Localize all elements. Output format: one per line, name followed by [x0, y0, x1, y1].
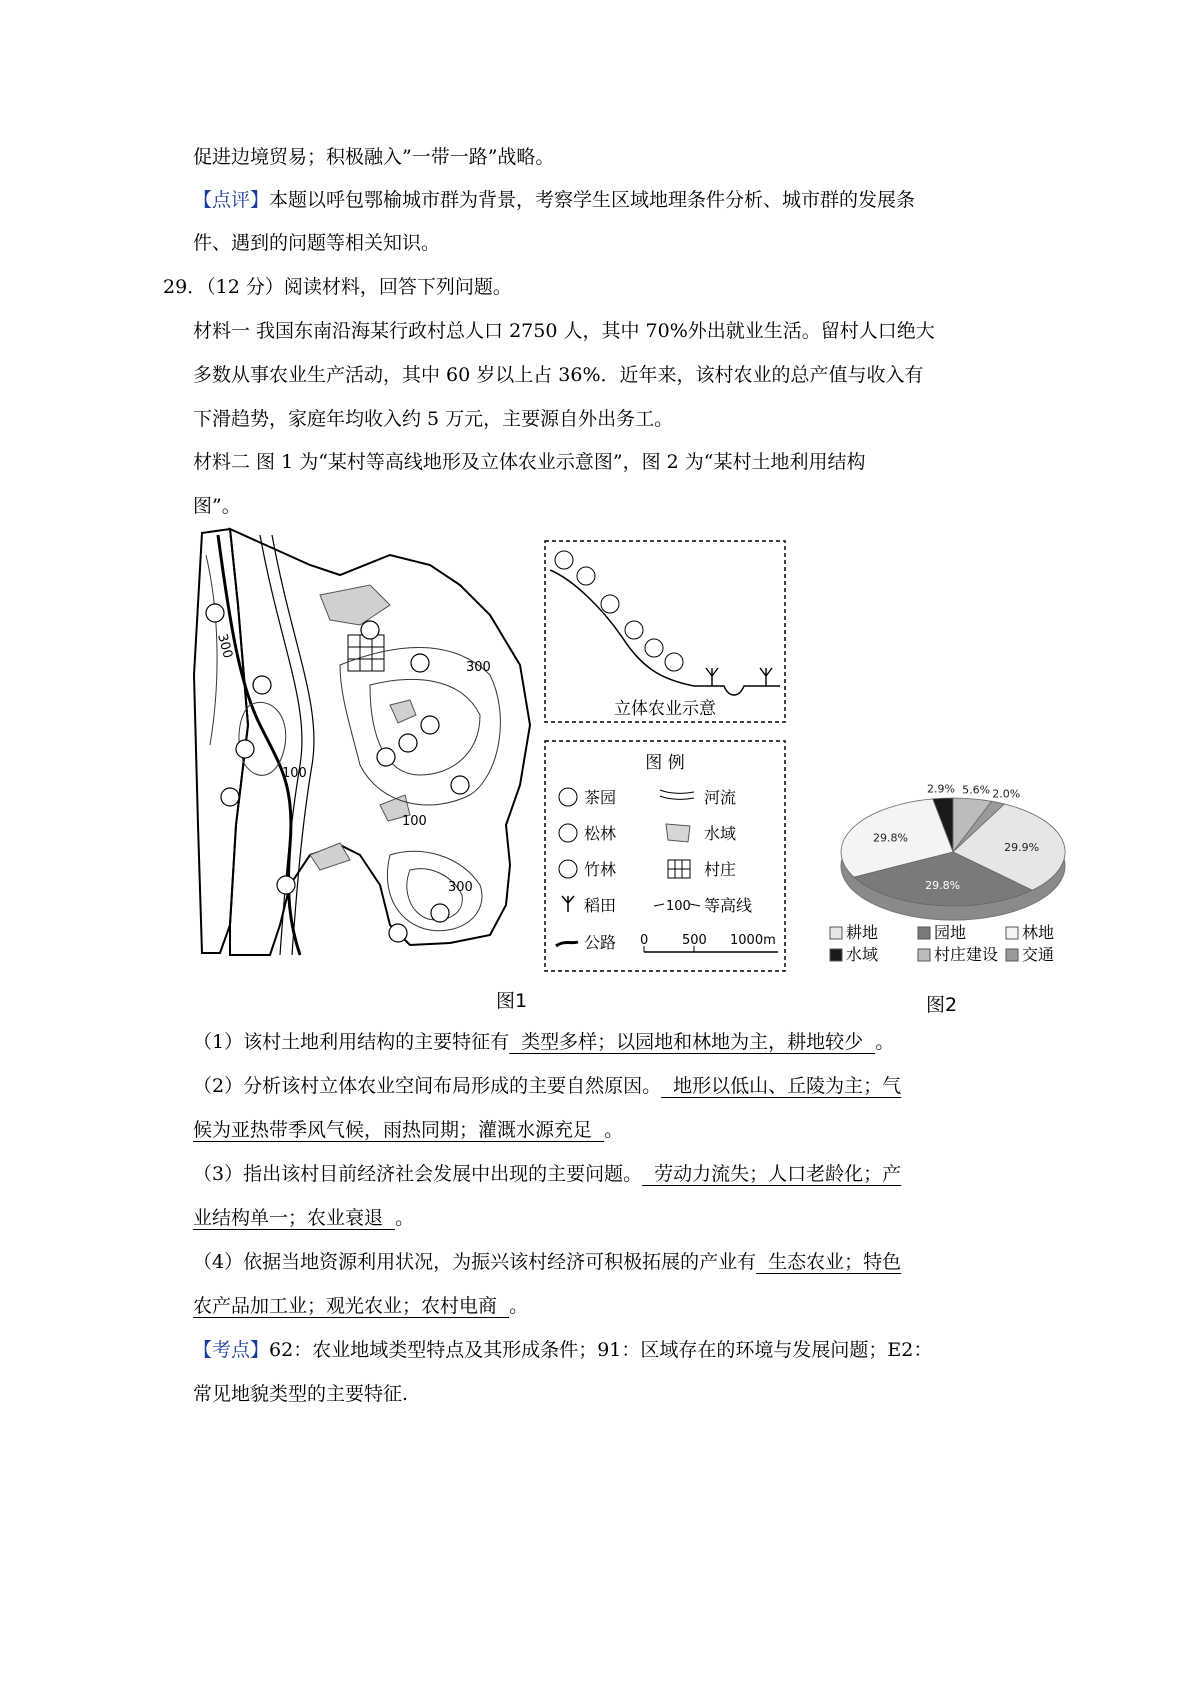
material1-line-2: 多数从事农业生产活动，其中 60 岁以上占 36%．近年来，该村农业的总产值与收入有	[193, 364, 924, 386]
tea-garden-icon	[421, 716, 439, 734]
tea-garden-icon	[377, 748, 395, 766]
answer-4-text-1: 生态农业；特色	[756, 1251, 902, 1273]
contour-label-4: 100	[402, 814, 427, 829]
water-area-2	[390, 700, 416, 723]
answer-3-prefix: （3）指出该村目前经济社会发展中出现的主要问题。	[193, 1163, 643, 1185]
water-area-icon	[666, 824, 690, 842]
pie-legend-label-园地: 园地	[934, 923, 967, 942]
kaodian-line-1	[193, 1341, 932, 1360]
pie-legend-swatch-园地	[918, 927, 930, 939]
legend-label-rice: 稻田	[584, 896, 617, 915]
map-symbols	[206, 604, 469, 942]
pie-legend-swatch-耕地	[830, 927, 842, 939]
tea-garden-icon	[221, 788, 239, 806]
answer-3-text-2: 业结构单一；农业衰退	[193, 1207, 396, 1229]
legend-label-village: 村庄	[704, 860, 737, 879]
tea-garden-icon	[559, 788, 577, 806]
bamboo-forest-icon	[361, 621, 379, 639]
scale-end: 1000m	[730, 933, 776, 948]
legend-label-contour: 等高线	[704, 896, 753, 915]
bamboo-forest-icon	[559, 860, 577, 878]
answer-4-line-1	[193, 1253, 901, 1272]
answer-3-suffix: 。	[395, 1207, 415, 1229]
comment-line-2: 件、遇到的问题等相关知识。	[193, 232, 441, 254]
bamboo-forest-icon	[399, 734, 417, 752]
answer-1	[193, 1033, 894, 1052]
legend-title: 图 例	[645, 753, 685, 773]
continued-answer-text: 促进边境贸易；积极融入”一带一路”战略。	[193, 146, 555, 168]
answer-2-line-2	[193, 1121, 623, 1140]
material1-line-1: 材料一 我国东南沿海某行政村总人口 2750 人，其中 70%外出就业生活。留村人口绝大	[193, 320, 935, 342]
legend-label-road: 公路	[584, 933, 617, 952]
tea-garden-icon	[645, 639, 663, 657]
answer-2-text-2: 候为亚热带季风气候，雨热同期；灌溉水源充足	[193, 1119, 605, 1141]
legend-label-pine: 松林	[584, 824, 617, 843]
pie-label-耕地: 29.9%	[1004, 840, 1040, 854]
kaodian-line-2: 常见地貌类型的主要特征.	[193, 1383, 409, 1405]
kaodian-text-1: 62：农业地域类型特点及其形成条件；91：区域存在的环境与发展问题；E2：	[269, 1339, 933, 1361]
tea-garden-icon	[206, 604, 224, 622]
answer-3-text-1: 劳动力流失；人口老龄化；产	[642, 1163, 902, 1185]
material2-line-1: 材料二 图 1 为“某村等高线地形及立体农业示意图”，图 2 为“某村土地利用结构	[193, 451, 866, 473]
contour-label-2: 300	[466, 660, 491, 675]
map-outline	[230, 529, 530, 955]
bamboo-forest-icon	[601, 595, 619, 613]
pine-forest-icon	[236, 740, 254, 758]
tea-garden-icon	[253, 676, 271, 694]
pine-forest-icon	[431, 904, 449, 922]
pie-legend-label-林地: 林地	[1022, 923, 1055, 942]
pie-legend-swatch-水域	[830, 949, 842, 961]
pie-legend-label-水域: 水域	[846, 945, 879, 964]
legend-label-water: 水域	[704, 824, 737, 843]
bamboo-forest-icon	[389, 924, 407, 942]
answer-3-line-1	[193, 1165, 901, 1184]
pie-label-园地: 29.8%	[925, 879, 961, 893]
pie-legend-label-村庄建设: 村庄建设	[934, 945, 999, 964]
legend-label-bamboo: 竹林	[584, 860, 617, 879]
pine-forest-icon	[451, 776, 469, 794]
scale-mid: 500	[682, 933, 707, 948]
comment-tag: 【点评】	[193, 189, 270, 211]
material2-line-2: 图”。	[193, 495, 241, 517]
contour-label-3: 100	[282, 766, 307, 781]
comment-line-1	[193, 191, 915, 210]
answer-1-text: 类型多样；以园地和林地为主，耕地较少	[509, 1031, 876, 1053]
answer-2-prefix: （2）分析该村立体农业空间布局形成的主要自然原因。	[193, 1075, 662, 1097]
pine-forest-icon	[559, 824, 577, 842]
answer-2-text-1: 地形以低山、丘陵为主；气	[661, 1075, 902, 1097]
pie-label-水域: 2.9%	[927, 782, 955, 796]
tea-garden-icon	[665, 653, 683, 671]
answer-1-prefix: （1）该村土地利用结构的主要特征有	[193, 1031, 510, 1053]
figure1-inset	[544, 540, 786, 723]
water-area-1	[320, 585, 390, 625]
kaodian-tag: 【考点】	[193, 1339, 270, 1361]
pie-legend-swatch-林地	[1006, 927, 1018, 939]
pie-legend-swatch-交通	[1006, 949, 1018, 961]
figure1-caption: 图1	[496, 990, 528, 1012]
legend-label-river: 河流	[704, 788, 737, 807]
comment-text-1: 本题以呼包鄂榆城市群为背景，考察学生区域地理条件分析、城市群的发展条	[269, 189, 916, 211]
figure2-pie-chart	[822, 782, 1084, 990]
pie-legend-swatch-村庄建设	[918, 949, 930, 961]
river-bank	[272, 535, 314, 955]
answer-1-suffix: 。	[875, 1031, 895, 1053]
answer-4-line-2	[193, 1297, 528, 1316]
pie-legend-label-耕地: 耕地	[846, 923, 879, 942]
legend-contour-sample: 100	[666, 899, 691, 914]
contour-label-5: 300	[448, 880, 473, 895]
answer-4-prefix: （4）依据当地资源利用状况，为振兴该村经济可积极拓展的产业有	[193, 1251, 757, 1273]
pie-legend-label-交通: 交通	[1022, 945, 1055, 964]
pie-label-村庄建设: 5.6%	[962, 783, 991, 797]
figure2-caption: 图2	[926, 994, 958, 1016]
answer-2-suffix: 。	[604, 1119, 624, 1141]
contour-label-1: 300	[214, 632, 236, 661]
answer-3-line-2	[193, 1209, 414, 1228]
pine-forest-icon	[411, 654, 429, 672]
material1-line-3: 下滑趋势，家庭年均收入约 5 万元，主要源自外出务工。	[193, 408, 674, 430]
inset-title: 立体农业示意	[614, 699, 716, 719]
answer-2-line-1	[193, 1077, 901, 1096]
pie-label-交通: 2.0%	[992, 787, 1021, 801]
pie-label-林地: 29.8%	[873, 831, 908, 845]
legend-label-tea: 茶园	[584, 788, 617, 807]
pine-forest-icon	[577, 567, 595, 585]
figure1-legend	[544, 740, 786, 972]
bamboo-forest-icon	[277, 876, 295, 894]
tea-garden-icon	[625, 621, 643, 639]
question-header: 29．（12 分）阅读材料，回答下列问题。	[163, 276, 512, 298]
answer-4-suffix: 。	[509, 1295, 529, 1317]
answer-4-text-2: 农产品加工业；观光农业；农村电商	[193, 1295, 510, 1317]
scale-zero: 0	[640, 933, 649, 948]
pine-forest-icon	[555, 551, 573, 569]
